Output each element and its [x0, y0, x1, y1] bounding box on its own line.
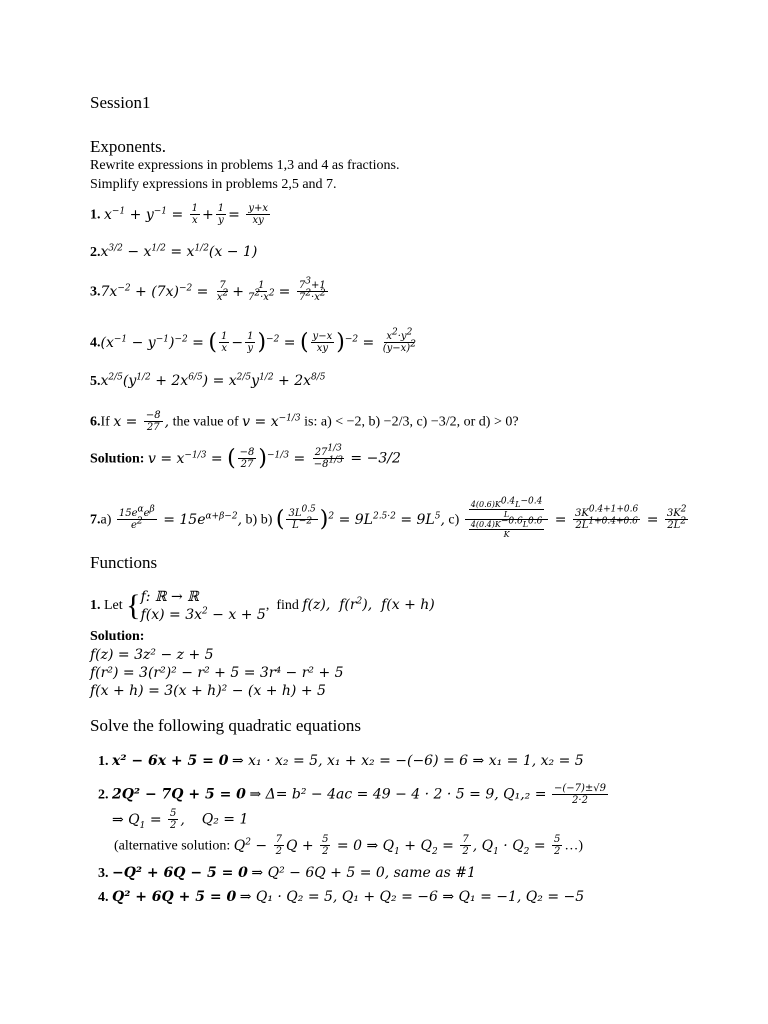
quadratic-problem-2-roots: ⇒ $Q_1$ = $\frac{5}{2}$ , Q₂ = 1 — [112, 808, 249, 831]
exponents-problem-1: 1. $x^{-1} + y^{-1}$ = $\frac{1}{x}$ + $\frac{1}{y}$ = $\frac{y+x}{xy}$ — [90, 203, 268, 226]
exponents-problem-4: $4.(x^{-1} - y^{-1})^{-2}$ = ( $\frac{1}{x}$ − $\frac{1}{y}$ )$^{-2}$ = ( $\frac{y-x}{xy}$ )$^{-2}$ = $\frac{x^2\cdot y^2}{(y-x)^2}$ — [90, 327, 416, 355]
functions-solution-line-3: f(x + h) = 3(x + h)² − (x + h) + 5 — [90, 683, 326, 699]
quadratic-problem-2: 2. 2Q² − 7Q + 5 = 0 ⇒ Δ= b² − 4ac = 49 − 4 · 2 · 5 = 9, Q₁,₂ = $\frac{-(-7)\pm√9}{2\cdot 2}$ — [98, 783, 607, 806]
functions-problem-1: 1. Let { f: ℝ → ℝ $f(x) = 3x^2 - x + 5$ , find f(z), $f(r^2)$, f(x + h) — [90, 589, 435, 623]
exponents-instruction-1: Rewrite expressions in problems 1,3 and 4 as fractions. — [90, 158, 400, 173]
exponents-problem-2: $2.x^{3/2} - x^{1/2} = x^{1/2}(x - 1)$ — [90, 243, 258, 260]
session-title: Session1 — [90, 93, 151, 112]
exponents-problem-7: 7.a) $\frac{15e^\alpha e^\beta}{e^2}$ = $15e^{\alpha+\beta-2}$, b) b) ( $\frac{3L^{0.5}}{L^{-2}}$ )$^2 = 9L^{2.5\cdot 2} = 9L^5$, c) $\frac{\frac{4(0.6)K^{0.4}L^{-0.4}}{L}}{\frac{4(0.4)K^{-0.6}L^{0.6}}{K}}$ = $\frac{3K^{0.4+1+0.6}}{2L^{1+0.4+0.6}}$ = $\frac{3K^2}{2L^2}$ — [90, 496, 687, 539]
quadratic-problem-3: 3. −Q² + 6Q − 5 = 0 ⇒ Q² − 6Q + 5 = 0, same as #1 — [98, 865, 476, 881]
functions-solution-line-2: f(r²) = 3(r²)² − r² + 5 = 3r⁴ − r² + 5 — [90, 665, 344, 681]
functions-solution-label: Solution: — [90, 629, 145, 644]
exponents-problem-3: $3.7x^{-2} + (7x)^{-2}$ = $\frac{7}{x^2}$ + $\frac{1}{7^2\cdot x^2}$ = $\frac{7^3+1}{7^2\cdot x^2}$ — [90, 276, 326, 303]
exponents-problem-5: $5.x^{2/5}(y^{1/2} + 2x^{6/5}) = x^{2/5}y^{1/2} + 2x^{8/5}$ — [90, 372, 326, 389]
quadratic-problem-2-alternative: (alternative solution: $Q^2$ − $\frac{7}{2}$ Q + $\frac{5}{2}$ = 0 ⇒ $Q_1 + Q_2$ = $\frac{7}{2}$ , $Q_1 \cdot Q_2$ = $\frac{5}{2}$ …) — [114, 834, 584, 857]
quadratic-problem-4: 4. Q² + 6Q + 5 = 0 ⇒ Q₁ · Q₂ = 5, Q₁ + Q₂ = −6 ⇒ Q₁ = −1, Q₂ = −5 — [98, 889, 585, 905]
exponents-instruction-2: Simplify expressions in problems 2,5 and 7. — [90, 177, 337, 192]
functions-heading: Functions — [90, 553, 158, 572]
quadratic-heading: Solve the following quadratic equations — [90, 716, 361, 735]
exponents-problem-6-solution: Solution: $v = x^{-1/3}$ = ( $\frac{-8}{27}$ )$^{-1/3}$ = $\frac{27^{1/3}}{-8^{1/3}}$ = −3/2 — [90, 443, 401, 471]
functions-solution-line-1: f(z) = 3z² − z + 5 — [90, 647, 214, 663]
exponents-problem-6: 6.If x = $\frac{-8}{27}$ , the value of $v = x^{-1/3}$ is: a) < −2, b) −2/3, c) −3/2, or d) > 0? — [90, 410, 519, 433]
exponents-heading: Exponents. — [90, 137, 167, 156]
quadratic-problem-1: 1. x² − 6x + 5 = 0 ⇒ x₁ · x₂ = 5, x₁ + x₂ = −(−6) = 6 ⇒ x₁ = 1, x₂ = 5 — [98, 753, 584, 769]
